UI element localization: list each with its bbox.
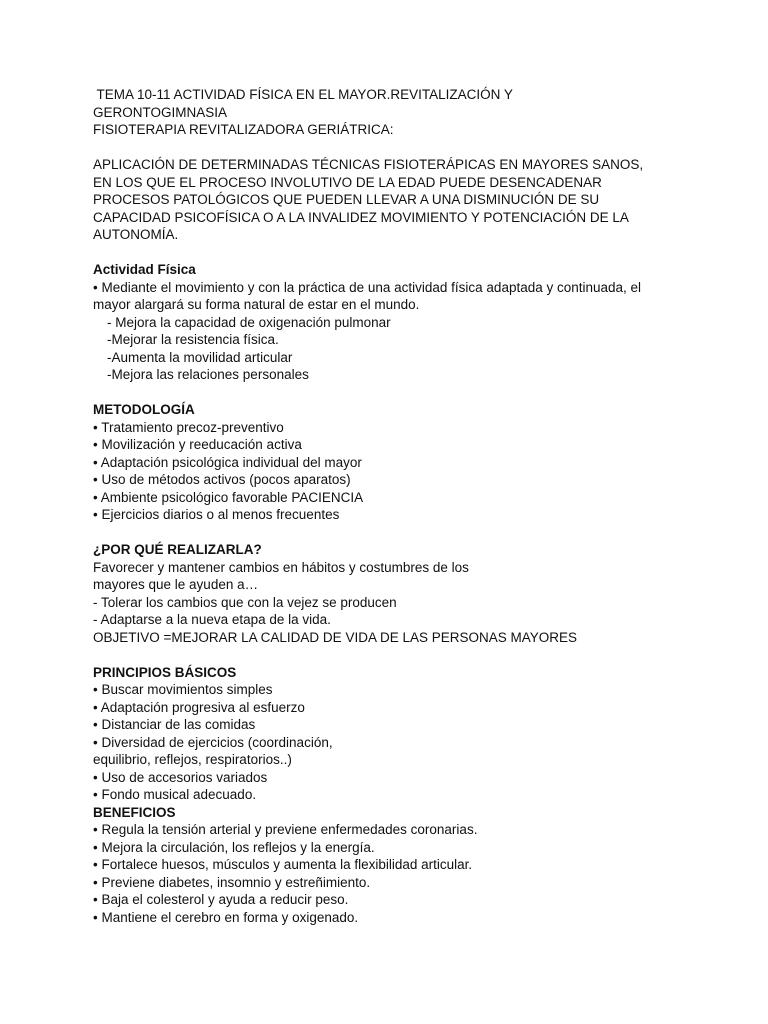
section-por-que-realizarla <box>93 541 733 646</box>
list-item: • Fortalece huesos, músculos y aumenta la flexibilidad articular. <box>93 857 473 872</box>
list-item: -Mejora las relaciones personales <box>107 367 309 382</box>
section-heading: ¿POR QUÉ REALIZARLA? <box>93 542 262 557</box>
section-metodologia <box>93 401 733 524</box>
section-actividad-fisica <box>93 261 733 384</box>
document-subtitle: FISIOTERAPIA REVITALIZADORA GERIÁTRICA: <box>93 122 394 137</box>
section-beneficios <box>93 804 733 927</box>
spacer <box>93 646 733 664</box>
spacer <box>93 244 733 262</box>
paragraph-line: Favorecer y mantener cambios en hábitos y costumbres de los <box>93 559 469 575</box>
list-item: -Mejorar la resistencia física. <box>107 332 279 347</box>
list-item: • Adaptación progresiva al esfuerzo <box>93 699 305 715</box>
list-item: • Diversidad de ejercicios (coordinación, <box>93 734 333 750</box>
spacer <box>93 139 733 157</box>
list-item: -Aumenta la movilidad articular <box>107 349 293 365</box>
spacer <box>93 384 733 402</box>
spacer <box>93 524 733 542</box>
section-heading: PRINCIPIOS BÁSICOS <box>93 664 237 680</box>
document-title-line-2: GERONTOGIMNASIA <box>93 104 228 120</box>
paragraph-line: • Mediante el movimiento y con la práctica de una actividad física adaptada y continuada, el <box>93 279 642 295</box>
list-item: • Distanciar de las comidas <box>93 717 256 732</box>
section-heading: Actividad Física <box>93 262 196 277</box>
list-item: - Mejora la capacidad de oxigenación pulmonar <box>107 314 391 330</box>
document-page <box>93 86 733 926</box>
intro-line: AUTONOMÍA. <box>93 227 179 242</box>
list-item: - Adaptarse a la nueva etapa de la vida. <box>93 612 331 627</box>
intro-line: CAPACIDAD PSICOFÍSICA O A LA INVALIDEZ MOVIMIENTO Y POTENCIACIÓN DE LA <box>93 209 629 225</box>
section-heading: BENEFICIOS <box>93 804 176 820</box>
list-item: • Mantiene el cerebro en forma y oxigenado. <box>93 909 359 925</box>
objective-line: OBJETIVO =MEJORAR LA CALIDAD DE VIDA DE LAS PERSONAS MAYORES <box>93 629 578 645</box>
intro-line: EN LOS QUE EL PROCESO INVOLUTIVO DE LA EDAD PUEDE DESENCADENAR <box>93 174 602 190</box>
list-item: • Ejercicios diarios o al menos frecuentes <box>93 507 340 522</box>
intro-line: APLICACIÓN DE DETERMINADAS TÉCNICAS FISIOTERÁPICAS EN MAYORES SANOS, <box>93 157 644 172</box>
list-item: • Ambiente psicológico favorable PACIENCIA <box>93 489 364 505</box>
list-item: • Fondo musical adecuado. <box>93 787 257 802</box>
list-item: • Uso de accesorios variados <box>93 769 268 785</box>
list-item: • Regula la tensión arterial y previene enfermedades coronarias. <box>93 822 478 837</box>
paragraph-line: mayores que le ayuden a… <box>93 577 259 592</box>
list-item: • Adaptación psicológica individual del mayor <box>93 454 362 470</box>
list-item: • Uso de métodos activos (pocos aparatos) <box>93 472 351 487</box>
list-item: - Tolerar los cambios que con la vejez se producen <box>93 594 397 610</box>
list-item: • Previene diabetes, insomnio y estreñimiento. <box>93 874 371 890</box>
document-title-line-1: TEMA 10-11 ACTIVIDAD FÍSICA EN EL MAYOR.REVITALIZACIÓN Y <box>93 87 513 102</box>
list-item: • Buscar movimientos simples <box>93 682 273 697</box>
section-heading: METODOLOGÍA <box>93 402 195 417</box>
section-principios-basicos <box>93 664 733 804</box>
list-item: • Movilización y reeducación activa <box>93 437 302 452</box>
intro-line: PROCESOS PATOLÓGICOS QUE PUEDEN LLEVAR A UNA DISMINUCIÓN DE SU <box>93 192 600 207</box>
list-item: • Baja el colesterol y ayuda a reducir peso. <box>93 892 349 907</box>
intro-paragraph <box>93 156 733 244</box>
paragraph-line: mayor alargará su forma natural de estar en el mundo. <box>93 297 420 312</box>
list-item-continuation: equilibrio, reflejos, respiratorios..) <box>93 752 292 767</box>
list-item: • Mejora la circulación, los reflejos y la energía. <box>93 839 375 855</box>
list-item: • Tratamiento precoz-preventivo <box>93 419 284 435</box>
